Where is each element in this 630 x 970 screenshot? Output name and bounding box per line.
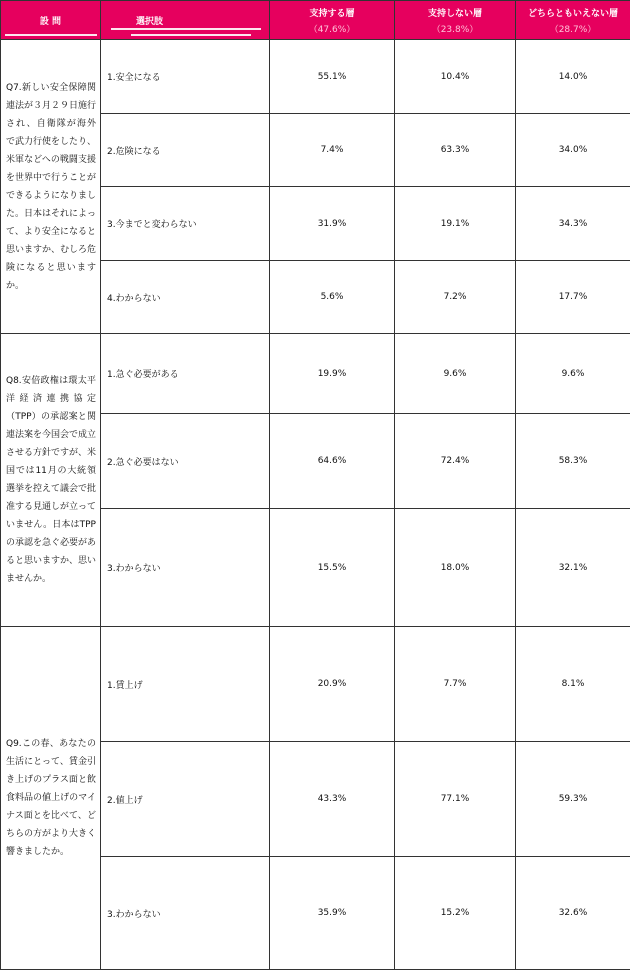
value-neutral: 34.3%: [516, 187, 630, 261]
value-support: 31.9%: [270, 187, 395, 261]
value-nonsupport: 77.1%: [395, 742, 516, 857]
table-row: [1, 40, 630, 114]
value-nonsupport: 72.4%: [395, 414, 516, 509]
question-q8: Q8.安倍政権は環太平洋経済連携協定（TPP）の承認案と関連法案を今国会で成立させる方針ですが、米国では11月の大統領選挙を控えて議会で批准する見通しが立っていません。日本はTPPの承認を急ぐ必要があると思いますか、思いませんか。: [1, 334, 101, 627]
value-neutral: 58.3%: [516, 414, 630, 509]
header-neutral: どちらともいえない層 （28.7%）: [516, 1, 630, 40]
table-row: [1, 334, 630, 414]
option-label: 3.今までと変わらない: [101, 187, 270, 261]
value-nonsupport: 10.4%: [395, 40, 516, 114]
value-support: 55.1%: [270, 40, 395, 114]
option-label: 3.わからない: [101, 857, 270, 970]
option-label: 2.値上げ: [101, 742, 270, 857]
value-nonsupport: 18.0%: [395, 509, 516, 627]
table-row: [1, 627, 630, 742]
value-nonsupport: 15.2%: [395, 857, 516, 970]
value-neutral: 59.3%: [516, 742, 630, 857]
value-neutral: 8.1%: [516, 627, 630, 742]
header-nonsupport: 支持しない層 （23.8%）: [395, 1, 516, 40]
value-neutral: 34.0%: [516, 114, 630, 187]
value-support: 43.3%: [270, 742, 395, 857]
value-neutral: 9.6%: [516, 334, 630, 414]
header-row: [1, 1, 630, 40]
value-neutral: 32.1%: [516, 509, 630, 627]
option-label: 3.わからない: [101, 509, 270, 627]
option-label: 1.急ぐ必要がある: [101, 334, 270, 414]
value-support: 7.4%: [270, 114, 395, 187]
question-q9: Q9.この春、あなたの生活にとって、賃金引き上げのプラス面と飲食料品の値上げのマイナス面とを比べて、どちらの方がより大きく響きましたか。: [1, 627, 101, 970]
option-label: 2.急ぐ必要はない: [101, 414, 270, 509]
header-choice: 選択肢: [101, 1, 270, 40]
value-support: 20.9%: [270, 627, 395, 742]
option-label: 4.わからない: [101, 261, 270, 334]
value-nonsupport: 19.1%: [395, 187, 516, 261]
value-support: 15.5%: [270, 509, 395, 627]
value-nonsupport: 9.6%: [395, 334, 516, 414]
option-label: 1.賃上げ: [101, 627, 270, 742]
value-nonsupport: 63.3%: [395, 114, 516, 187]
header-support: 支持する層 （47.6%）: [270, 1, 395, 40]
option-label: 1.安全になる: [101, 40, 270, 114]
value-neutral: 32.6%: [516, 857, 630, 970]
value-support: 64.6%: [270, 414, 395, 509]
value-support: 5.6%: [270, 261, 395, 334]
value-neutral: 17.7%: [516, 261, 630, 334]
value-neutral: 14.0%: [516, 40, 630, 114]
header-question: 設 問: [1, 1, 101, 40]
value-nonsupport: 7.7%: [395, 627, 516, 742]
value-support: 35.9%: [270, 857, 395, 970]
value-support: 19.9%: [270, 334, 395, 414]
option-label: 2.危険になる: [101, 114, 270, 187]
question-q7: Q7.新しい安全保障関連法が３月２９日施行され、自衛隊が海外で武力行使をしたり、米軍などへの戦闘支援を世界中で行うことができるようになりました。日本はそれによって、より安全になると思いますか、むしろ危険になると思いますか。: [1, 40, 101, 334]
value-nonsupport: 7.2%: [395, 261, 516, 334]
